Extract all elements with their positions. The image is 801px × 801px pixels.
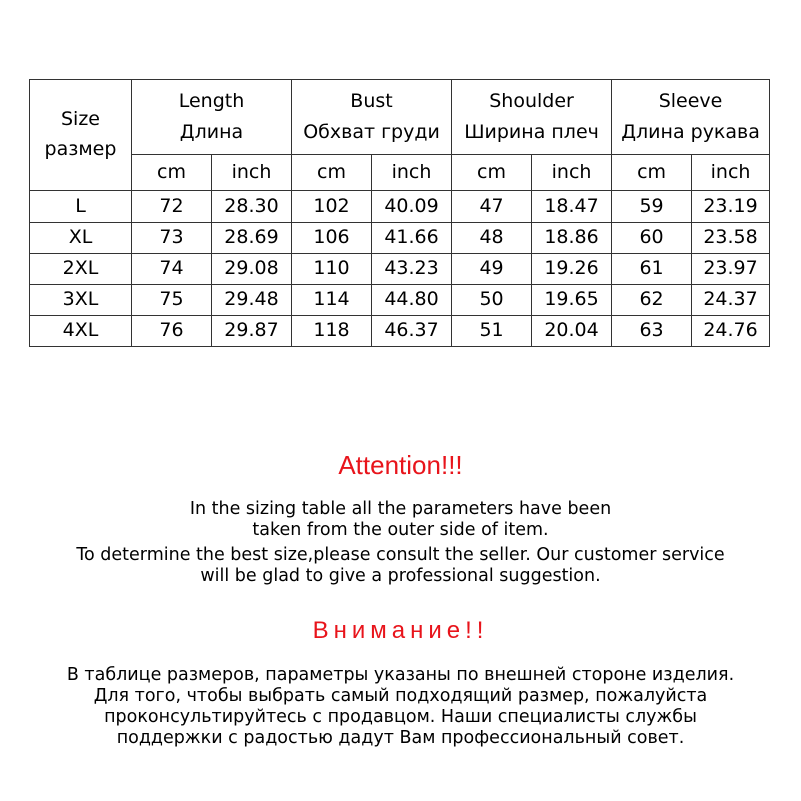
shoulder-header-ru: Ширина плеч: [464, 120, 599, 143]
table-cell: 18.47: [532, 191, 612, 222]
unit-cm-bust: cm: [292, 155, 372, 191]
table-cell: 23.58: [692, 222, 770, 253]
sleeve-header-ru: Длина рукава: [621, 120, 760, 143]
table-cell: 73: [132, 222, 212, 253]
table-cell: 72: [132, 191, 212, 222]
table-cell: 44.80: [372, 284, 452, 315]
notice-en-paragraph-2: [0, 545, 801, 587]
table-cell: 19.26: [532, 253, 612, 284]
unit-inch-length: inch: [212, 155, 292, 191]
table-cell: 60: [612, 222, 692, 253]
table-cell: 46.37: [372, 315, 452, 346]
table-cell: 47: [452, 191, 532, 222]
size-header-cell: [30, 80, 132, 191]
table-cell: 76: [132, 315, 212, 346]
table-row: [30, 191, 770, 222]
length-header-ru: Длина: [179, 120, 244, 143]
length-header-en: Length: [178, 89, 245, 112]
size-cell: XL: [30, 222, 132, 253]
size-header-en: Size: [60, 108, 100, 131]
table-cell: 19.65: [532, 284, 612, 315]
notice-en-line: taken from the outer side of item.: [252, 520, 549, 540]
table-cell: 23.97: [692, 253, 770, 284]
table-cell: 49: [452, 253, 532, 284]
table-cell: 28.69: [212, 222, 292, 253]
attention-heading-ru: Внимание!!: [312, 617, 489, 644]
table-cell: 48: [452, 222, 532, 253]
notice-ru-paragraph: [0, 665, 801, 749]
unit-cm-shoulder: cm: [452, 155, 532, 191]
unit-inch-sleeve: inch: [692, 155, 770, 191]
sleeve-header-en: Sleeve: [658, 89, 723, 112]
table-cell: 62: [612, 284, 692, 315]
table-cell: 40.09: [372, 191, 452, 222]
shoulder-header: [452, 80, 612, 155]
unit-inch-bust: inch: [372, 155, 452, 191]
size-cell: 3XL: [30, 284, 132, 315]
notice-ru-line: В таблице размеров, параметры указаны по внешней стороне изделия.: [66, 665, 735, 685]
table-cell: 41.66: [372, 222, 452, 253]
table-cell: 114: [292, 284, 372, 315]
table-cell: 106: [292, 222, 372, 253]
table-row: [30, 284, 770, 315]
notice-ru-line: поддержки с радостью дадут Вам профессиональный совет.: [116, 728, 685, 748]
size-table: [29, 79, 770, 347]
sleeve-header: [612, 80, 770, 155]
length-header: [132, 80, 292, 155]
table-cell: 51: [452, 315, 532, 346]
table-cell: 110: [292, 253, 372, 284]
table-cell: 29.87: [212, 315, 292, 346]
table-cell: 29.08: [212, 253, 292, 284]
attention-heading: Attention!!!: [338, 450, 463, 480]
notice-en-line: will be glad to give a professional suggestion.: [200, 566, 601, 586]
table-cell: 118: [292, 315, 372, 346]
notice-ru-line: проконсультируйтесь с продавцом. Наши специалисты службы: [104, 707, 697, 727]
table-cell: 75: [132, 284, 212, 315]
table-row: [30, 315, 770, 346]
notice-en-line: In the sizing table all the parameters have been: [189, 499, 612, 519]
table-cell: 18.86: [532, 222, 612, 253]
notice-en-line: To determine the best size,please consult the seller. Our customer service: [76, 545, 725, 565]
table-cell: 59: [612, 191, 692, 222]
size-header-ru: размер: [44, 138, 117, 161]
table-row: [30, 222, 770, 253]
table-cell: 23.19: [692, 191, 770, 222]
notice-en-paragraph-1: [0, 499, 801, 541]
table-cell: 28.30: [212, 191, 292, 222]
bust-header: [292, 80, 452, 155]
table-cell: 63: [612, 315, 692, 346]
notice-ru-line: Для того, чтобы выбрать самый подходящий размер, пожалуйста: [93, 686, 708, 706]
table-row: [30, 253, 770, 284]
size-cell: 4XL: [30, 315, 132, 346]
unit-cm-length: cm: [132, 155, 212, 191]
bust-header-ru: Обхват груди: [303, 120, 440, 143]
unit-cm-sleeve: cm: [612, 155, 692, 191]
table-cell: 24.37: [692, 284, 770, 315]
unit-inch-shoulder: inch: [532, 155, 612, 191]
size-cell: L: [30, 191, 132, 222]
table-cell: 43.23: [372, 253, 452, 284]
table-cell: 20.04: [532, 315, 612, 346]
table-cell: 102: [292, 191, 372, 222]
shoulder-header-en: Shoulder: [489, 89, 574, 112]
table-cell: 29.48: [212, 284, 292, 315]
bust-header-en: Bust: [350, 89, 393, 112]
table-cell: 50: [452, 284, 532, 315]
table-cell: 74: [132, 253, 212, 284]
table-cell: 61: [612, 253, 692, 284]
table-cell: 24.76: [692, 315, 770, 346]
size-cell: 2XL: [30, 253, 132, 284]
